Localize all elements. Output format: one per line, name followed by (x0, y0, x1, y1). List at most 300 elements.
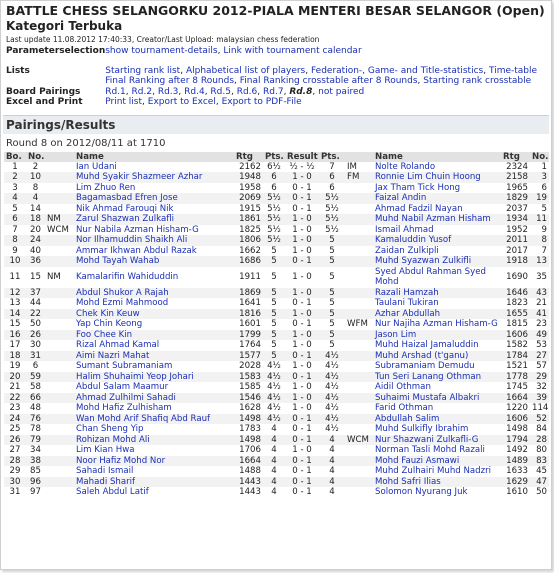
cell-black-no: 52 (530, 414, 549, 425)
cell-result: 1 - 0 (292, 340, 312, 351)
cell-black-name[interactable]: Muhd Haizal Jamaluddin (375, 340, 479, 351)
cell-white-points: 5 (271, 340, 277, 351)
cell-black-name[interactable]: Zaidan Zulkipli (375, 245, 439, 256)
cell-white-title (45, 361, 74, 372)
cell-white-points: 6 (271, 182, 277, 193)
cell-white-name[interactable]: Mohd Tayah Wahab (74, 256, 234, 267)
cell-white-rating: 1911 (239, 272, 261, 282)
cell-board: 13 (9, 298, 21, 309)
cell-white-name[interactable]: Rizal Ahmad Kamal (76, 340, 160, 351)
cell-result: 1 - 0 (285, 214, 319, 225)
cell-black-no: 84 (536, 424, 547, 435)
cell-white-rating: 1806 (234, 235, 263, 246)
cell-white-rating: 1546 (234, 393, 263, 404)
cell-black-name[interactable]: Mohd Fauzi Asmawi (373, 456, 501, 467)
starting-rank-list-link[interactable]: Starting rank list (105, 65, 181, 76)
cell-white-title (45, 477, 74, 488)
cell-white-name[interactable]: Rohizan Mohd Ali (74, 435, 234, 446)
cell-black-points: 4½ (319, 351, 345, 362)
table-header-row (4, 152, 549, 162)
cell-black-title (345, 204, 373, 215)
cell-black-no: 5 (541, 203, 547, 214)
cell-black-name[interactable]: Ahmad Fadzil Nayan (375, 203, 463, 214)
round-2-link[interactable]: Rd.2 (131, 86, 153, 97)
category-title: Kategori Terbuka (6, 19, 123, 33)
cell-white-title (45, 309, 74, 320)
cell-white-points: 4 (271, 487, 277, 498)
cell-white-points: 5½ (263, 214, 285, 225)
cell-black-name[interactable]: Syed Abdul Rahman Syed Mohd (375, 267, 486, 287)
cell-white-name[interactable]: Ahmad Zulhilmi Sahadi (74, 393, 234, 404)
cell-black-name[interactable]: Azhar Abdullah (373, 309, 501, 320)
cell-board: 23 (9, 403, 21, 414)
cell-black-points: 5 (329, 298, 335, 309)
table-row (4, 445, 549, 456)
table-row (4, 183, 549, 194)
cell-black-name[interactable]: Muhd Zulhairi Muhd Nadzri (375, 466, 492, 477)
cell-white-name[interactable]: Mohd Hafiz Zulhisham (76, 403, 172, 414)
cell-result: 1 - 0 (292, 382, 312, 393)
table-row (4, 298, 549, 309)
cell-black-no: 80 (536, 445, 547, 456)
cell-white-title (45, 351, 74, 362)
board-links: Rd.1, Rd.2, Rd.3, Rd.4, Rd.5, Rd.6, Rd.7, Rd.8, not paired (105, 86, 365, 97)
pairings-body (4, 162, 549, 498)
cell-white-name[interactable]: Chek Kin Keuw (74, 309, 234, 320)
cell-white-name[interactable]: Lim Zhuo Ren (76, 182, 136, 193)
cell-white-name[interactable]: Saleh Abdul Latif (76, 487, 149, 498)
cell-white-name[interactable]: Abdul Salam Maamur (76, 382, 169, 393)
cell-result: 1 - 0 (285, 288, 319, 299)
cell-black-no: 19 (530, 193, 549, 204)
cell-black-no: 45 (536, 466, 547, 477)
cell-white-points: 4 (263, 435, 285, 446)
cell-black-no: 13 (530, 256, 549, 267)
cell-white-name[interactable]: Bagamasbad Efren Jose (74, 193, 234, 204)
cell-white-no: 97 (30, 487, 41, 498)
table-row (4, 267, 549, 288)
cell-white-rating: 1443 (239, 487, 261, 498)
round-3-link[interactable]: Rd.3 (157, 86, 179, 97)
table-row (4, 414, 549, 425)
cell-white-points: 4 (263, 456, 285, 467)
cell-black-name[interactable]: Nur Najiha Azman Hisham-G (375, 319, 498, 330)
cell-white-name[interactable]: Chan Sheng Yip (76, 424, 144, 435)
cell-black-no: 1 (541, 161, 547, 172)
cell-white-name[interactable]: Lim Kian Hwa (76, 445, 135, 456)
cell-white-name[interactable]: Mahadi Sharif (74, 477, 234, 488)
cell-white-name[interactable]: Halim Shuhaimi Yeop Johari (74, 372, 234, 383)
cell-black-name[interactable]: Taulani Tukiran (375, 298, 439, 309)
cell-white-title: WCM (47, 224, 69, 235)
header-number-2: No. (532, 151, 549, 162)
cell-white-rating: 1948 (234, 172, 263, 183)
table-row (4, 351, 549, 362)
export-excel-link[interactable]: Export to Excel (147, 97, 216, 107)
cell-white-no: 14 (30, 203, 41, 214)
cell-board: 4 (4, 193, 26, 204)
excel-print-label: Excel and Print (6, 97, 83, 107)
cell-white-rating: 2069 (234, 193, 263, 204)
cell-black-points: 5 (329, 245, 335, 256)
cell-white-rating: 2162 (239, 161, 261, 172)
table-row (4, 193, 549, 204)
cell-white-points: 6 (263, 172, 285, 183)
cell-black-points: 6 (319, 172, 345, 183)
excel-links: Print list, Export to Excel, Export to PDF-File (105, 97, 302, 107)
cell-black-title: WFM (347, 319, 368, 330)
cell-white-points: 4 (263, 477, 285, 488)
header-rating-2: Rtg (501, 152, 530, 162)
cell-white-no: 58 (30, 382, 41, 393)
cell-black-points: 5 (329, 340, 335, 351)
cell-white-title (45, 466, 74, 477)
cell-black-name[interactable]: Nur Shazwani Zulkafli-G (373, 435, 501, 446)
cell-result: 0 - 1 (292, 487, 312, 498)
cell-board: 7 (12, 224, 18, 235)
cell-white-no: 22 (26, 309, 45, 320)
cell-black-name[interactable]: Faizal Andin (373, 193, 501, 204)
cell-black-name[interactable]: Ronnie Lim Chuin Hoong (373, 172, 501, 183)
cell-board: 6 (4, 214, 26, 225)
cell-white-points: 4 (271, 466, 277, 477)
cell-black-rating: 2158 (501, 172, 530, 183)
cell-board: 26 (4, 435, 26, 446)
cell-board: 25 (9, 424, 21, 435)
cell-white-no: 31 (26, 351, 45, 362)
cell-board: 19 (9, 361, 21, 372)
cell-white-points: 4 (271, 424, 277, 435)
cell-white-name[interactable]: Zarul Shazwan Zulkafli (74, 214, 234, 225)
cell-board: 16 (4, 330, 26, 341)
cell-white-no: 37 (26, 288, 45, 299)
cell-black-rating: 1794 (501, 435, 530, 446)
round-5-link[interactable]: Rd.5 (210, 86, 231, 97)
cell-white-points: 6½ (267, 161, 281, 172)
cell-black-name[interactable]: Muhd Nabil Azman Hisham (373, 214, 501, 225)
cell-white-title (45, 204, 74, 215)
cell-black-name[interactable]: Muhd Sulkifly Ibrahim (375, 424, 469, 435)
cell-white-name[interactable]: Sumant Subramaniam (76, 361, 173, 372)
cell-black-points: 4 (319, 435, 345, 446)
cell-white-no: 15 (30, 272, 41, 282)
cell-black-no: 6 (541, 182, 547, 193)
cell-black-name[interactable]: Farid Othman (375, 403, 434, 414)
cell-white-points: 5 (271, 245, 277, 256)
cell-black-title (345, 424, 373, 435)
alphabetical-list-link[interactable]: Alphabetical list of players (185, 65, 306, 76)
cell-white-title (45, 330, 74, 341)
cell-white-name[interactable]: Nik Ahmad Farouqi Nik (76, 203, 174, 214)
cell-black-points: 5½ (319, 214, 345, 225)
final-crosstable-link[interactable]: Final Ranking crosstable after 8 Rounds (239, 76, 418, 86)
cell-black-title (345, 340, 373, 351)
cell-black-points: 5 (329, 319, 335, 330)
cell-black-name[interactable]: Aidil Othman (375, 382, 431, 393)
cell-black-no: 11 (530, 214, 549, 225)
cell-black-name[interactable]: Muhd Arshad (t'ganu) (373, 351, 501, 362)
cell-black-rating: 1655 (501, 309, 530, 320)
tournament-calendar-link[interactable]: Link with tournament calendar (223, 46, 362, 56)
export-pdf-link[interactable]: Export to PDF-File (221, 97, 302, 107)
cell-result: 0 - 1 (285, 193, 319, 204)
cell-black-points: 5 (329, 272, 335, 282)
table-row (4, 235, 549, 246)
cell-black-rating: 2037 (506, 203, 528, 214)
cell-board: 10 (4, 256, 26, 267)
cell-white-points: 4½ (267, 361, 281, 372)
cell-result: 1 - 0 (292, 224, 312, 235)
cell-white-name[interactable]: Muhd Syakir Shazmeer Azhar (74, 172, 234, 183)
header-name: Name (74, 152, 234, 162)
navigation-table (6, 46, 537, 108)
cell-white-name[interactable]: Nor Ilhamuddin Shaikh Ali (74, 235, 234, 246)
cell-black-no: 49 (530, 330, 549, 341)
cell-white-name[interactable]: Mohd Ezmi Mahmood (76, 298, 169, 309)
cell-white-title: NM (45, 214, 74, 225)
cell-black-name[interactable]: Nolte Rolando (375, 161, 436, 172)
cell-black-points: 5½ (325, 203, 339, 214)
starting-crosstable-link[interactable]: Starting rank crosstable (423, 76, 532, 86)
cell-white-name[interactable]: Sahadi Ismail (76, 466, 134, 477)
table-row (4, 382, 549, 393)
cell-black-title (345, 288, 373, 299)
round-6-link[interactable]: Rd.6 (236, 86, 258, 97)
cell-white-name[interactable]: Wan Mohd Arif Shafiq Abd Rauf (74, 414, 234, 425)
cell-black-name[interactable]: Muhd Syazwan Zulkifli (373, 256, 501, 267)
cell-black-points: 4½ (319, 393, 345, 404)
cell-white-title (45, 487, 74, 498)
cell-black-points: 5½ (319, 193, 345, 204)
cell-black-points: 4½ (325, 424, 339, 435)
cell-white-title (45, 445, 74, 456)
cell-black-name[interactable]: Kamaluddin Yusof (373, 235, 501, 246)
final-ranking-link[interactable]: Final Ranking after 8 Rounds (105, 76, 235, 86)
param-label: Parameterselection (6, 46, 106, 56)
cell-board: 30 (4, 477, 26, 488)
table-row (4, 424, 549, 435)
cell-black-title (345, 382, 373, 393)
cell-black-name[interactable]: Solomon Nyurang Juk (375, 487, 468, 498)
cell-result: 1 - 0 (292, 245, 312, 256)
table-row (4, 225, 549, 236)
cell-board: 15 (9, 319, 21, 330)
header-result: Result (287, 151, 318, 162)
cell-result: 0 - 1 (285, 372, 319, 383)
cell-white-rating: 1869 (234, 288, 263, 299)
cell-result: 0 - 1 (285, 477, 319, 488)
cell-board: 9 (12, 245, 18, 256)
cell-white-rating: 1861 (234, 214, 263, 225)
round-4-link[interactable]: Rd.4 (184, 86, 205, 97)
cell-black-name[interactable]: Ismail Ahmad (375, 224, 434, 235)
cell-black-rating: 1220 (506, 403, 528, 414)
cell-black-points: 4 (319, 477, 345, 488)
cell-white-title (45, 298, 74, 309)
cell-white-no: 4 (26, 193, 45, 204)
cell-black-title (345, 403, 373, 414)
table-row (4, 477, 549, 488)
cell-black-title: WCM (345, 435, 373, 446)
cell-white-points: 4½ (263, 372, 285, 383)
cell-white-no: 20 (30, 224, 41, 235)
cell-result: 0 - 1 (292, 182, 312, 193)
cell-white-no: 48 (30, 403, 41, 414)
cell-black-points: 4 (319, 456, 345, 467)
cell-white-no: 40 (30, 245, 41, 256)
cell-black-title: IM (347, 161, 357, 172)
cell-black-points: 6 (329, 182, 335, 193)
cell-black-points: 5½ (325, 224, 339, 235)
cell-white-points: 4½ (267, 403, 281, 414)
cell-black-title (345, 466, 373, 477)
table-row (4, 466, 549, 477)
cell-black-name[interactable]: Mohd Safri Ilias (373, 477, 501, 488)
cell-board: 18 (4, 351, 26, 362)
cell-white-rating: 1498 (234, 435, 263, 446)
cell-board: 17 (9, 340, 21, 351)
cell-white-rating: 1443 (234, 477, 263, 488)
cell-black-name[interactable]: Jason Lim (373, 330, 501, 341)
cell-black-no: 41 (530, 309, 549, 320)
cell-black-no: 3 (530, 172, 549, 183)
header-points-2: Pts. (319, 152, 345, 162)
cell-black-title (345, 267, 373, 288)
cell-black-name[interactable]: Razali Hamzah (373, 288, 501, 299)
cell-result: 0 - 1 (285, 351, 319, 362)
cell-black-rating: 1629 (501, 477, 530, 488)
header-name-2: Name (373, 152, 501, 162)
not-paired-link[interactable]: not paired (318, 86, 365, 97)
cell-white-name[interactable]: Ammar Ikhwan Abdul Razak (76, 245, 197, 256)
cell-black-name[interactable]: Tun Seri Lanang Othman (373, 372, 501, 383)
cell-white-name[interactable]: Noor Hafiz Mohd Nor (74, 456, 234, 467)
cell-black-points: 5 (319, 235, 345, 246)
cell-white-title (45, 172, 74, 183)
tournament-details-link[interactable]: show tournament-details (105, 46, 218, 56)
cell-white-no: 50 (30, 319, 41, 330)
cell-black-points: 4 (329, 487, 335, 498)
cell-white-no: 34 (30, 445, 41, 456)
cell-white-rating: 1915 (239, 203, 261, 214)
cell-white-no: 2 (32, 161, 39, 172)
cell-black-no: 29 (530, 372, 549, 383)
cell-white-rating: 1577 (234, 351, 263, 362)
cell-black-title (345, 445, 373, 456)
cell-black-name[interactable]: Suhaimi Mustafa Albakri (373, 393, 501, 404)
cell-white-no: 38 (26, 456, 45, 467)
cell-board: 22 (4, 393, 26, 404)
cell-black-points: 4 (329, 466, 335, 477)
cell-black-rating: 1965 (506, 182, 528, 193)
cell-result: 1 - 0 (292, 361, 312, 372)
cell-white-rating: 1783 (239, 424, 261, 435)
cell-white-name[interactable]: Kamalarifin Wahiduddin (76, 272, 179, 282)
cell-black-rating: 1582 (506, 340, 528, 351)
round-1-link[interactable]: Rd.1 (105, 86, 126, 97)
cell-white-title (45, 183, 74, 194)
cell-white-name[interactable]: Abdul Shukor A Rajah (74, 288, 234, 299)
table-row (4, 456, 549, 467)
cell-black-points: 4½ (319, 414, 345, 425)
cell-white-name[interactable]: Yap Chin Keong (76, 319, 143, 330)
cell-black-rating: 1498 (506, 424, 528, 435)
table-row (4, 319, 549, 330)
cell-board: 2 (4, 172, 26, 183)
lists-links: Starting rank list, Alphabetical list of players, Federation-, Game- and Title-statistics, Time-table Final Ranking after 8 Rounds, Final Ranking crosstable after 8 Rounds, Starting rank crosstable (105, 65, 538, 86)
table-row (4, 214, 549, 225)
cell-board: 27 (9, 445, 21, 456)
cell-black-no: 9 (541, 224, 547, 235)
cell-white-title (45, 288, 74, 299)
cell-board: 1 (12, 161, 18, 172)
cell-black-title (345, 256, 373, 267)
statistics-link[interactable]: Federation-, Game- and Title-statistics (310, 65, 484, 76)
header-board: Bo. (4, 152, 26, 162)
cell-result: 1 - 0 (292, 272, 312, 282)
cell-white-no: 85 (30, 466, 41, 477)
cell-black-no: 43 (530, 288, 549, 299)
cell-white-name[interactable]: Foo Chee Kin (74, 330, 234, 341)
cell-black-title (345, 361, 373, 372)
cell-black-no: 83 (530, 456, 549, 467)
cell-white-name[interactable]: Nur Nabila Azman Hisham-G (76, 224, 199, 235)
cell-result: 0 - 1 (292, 298, 312, 309)
lists-label: Lists (6, 65, 30, 76)
cell-white-rating: 1488 (239, 466, 261, 477)
cell-white-points: 5 (263, 256, 285, 267)
cell-black-title (345, 309, 373, 320)
last-update-text: Last update 11.08.2012 17:40:33, Creator/Last Upload: malaysian chess federation (6, 35, 320, 44)
cell-white-no: 36 (26, 256, 45, 267)
cell-white-no: 30 (30, 340, 41, 351)
header-rating: Rtg (234, 152, 263, 162)
cell-white-points: 5 (263, 330, 285, 341)
cell-black-rating: 1610 (506, 487, 528, 498)
cell-black-title (345, 487, 373, 498)
cell-white-name[interactable]: Ian Udani (76, 161, 117, 172)
cell-black-name[interactable]: Subramaniam Demudu (375, 361, 475, 372)
param-links: show tournament-details, Link with tournament calendar (105, 46, 362, 56)
cell-result: 0 - 1 (285, 414, 319, 425)
cell-black-title (345, 298, 373, 309)
cell-black-no: 57 (536, 361, 547, 372)
cell-board: 21 (9, 382, 21, 393)
cell-black-rating: 1633 (506, 466, 528, 477)
cell-black-name[interactable]: Norman Tasli Mohd Razali (375, 445, 485, 456)
cell-white-points: 5 (271, 272, 277, 282)
cell-white-no: 79 (26, 435, 45, 446)
cell-black-title (345, 246, 373, 257)
cell-black-title (345, 351, 373, 362)
cell-white-rating: 1585 (239, 382, 261, 393)
cell-board: 20 (4, 372, 26, 383)
cell-black-points: 4½ (325, 403, 339, 414)
time-table-link[interactable]: Time-table (488, 65, 538, 76)
cell-black-rating: 1606 (501, 330, 530, 341)
cell-white-rating: 1686 (234, 256, 263, 267)
round-7-link[interactable]: Rd.7 (263, 86, 284, 97)
cell-white-name[interactable]: Aimi Nazri Mahat (74, 351, 234, 362)
cell-black-no: 27 (530, 351, 549, 362)
cell-black-rating: 1492 (506, 445, 528, 456)
cell-black-name[interactable]: Jax Tham Tick Hong (375, 182, 461, 193)
cell-result: 1 - 0 (292, 445, 312, 456)
print-list-link[interactable]: Print list (105, 97, 143, 107)
cell-white-title (45, 414, 74, 425)
cell-white-no: 18 (26, 214, 45, 225)
cell-black-name[interactable]: Abdullah Salim (373, 414, 501, 425)
